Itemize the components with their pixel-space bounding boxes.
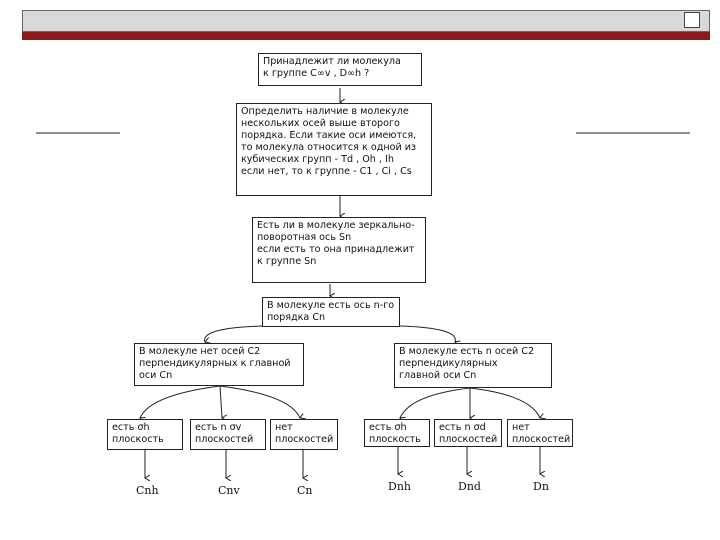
result-dn: Dn [533, 480, 549, 493]
arrow-5 [400, 326, 455, 342]
result-cnh: Cnh [136, 484, 159, 497]
leaf-sigma-v: есть n σv плоскостей [190, 419, 266, 450]
node-no-c2: В молекуле нет осей C2 перпендикулярных к главной оси Cn [134, 343, 304, 386]
leaf-sigma-h-left: есть σh плоскость [107, 419, 183, 450]
leaf-sigma-d: есть n σd плоскостей [434, 419, 502, 447]
arrow-11 [470, 388, 540, 418]
node-mirror-axis: Есть ли в молекуле зеркально- поворотная ось Sn если есть то она принадлежит к группе Sn [252, 217, 426, 283]
arrow-4 [205, 326, 262, 342]
arrow-7 [220, 386, 222, 418]
node-cubic-check: Определить наличие в молекуле нескольких осей выше второго порядка. Если такие оси имеются, то молекула относится к одной из кубических групп - Td , Oh , Ih если нет, то к группе - C1 , Ci , Cs [236, 103, 432, 196]
result-dnd: Dnd [458, 480, 481, 493]
result-dnh: Dnh [388, 480, 411, 493]
leaf-no-planes-right: нет плоскостей [507, 419, 573, 447]
node-has-c2: В молекуле есть n осей C2 перпендикулярных главной оси Cn [394, 343, 552, 388]
arrow-8 [220, 386, 300, 418]
leaf-sigma-h-right: есть σh плоскость [364, 419, 430, 447]
arrow-9 [400, 388, 470, 418]
node-linear-group: Принадлежит ли молекула к группе C∞v , D∞h ? [258, 53, 422, 86]
arrow-6 [140, 386, 220, 418]
result-cnv: Cnv [218, 484, 240, 497]
leaf-no-planes-left: нет плоскостей [270, 419, 338, 450]
node-axis-n: В молекуле есть ось n-го порядка Cn [262, 297, 400, 327]
result-cn: Cn [297, 484, 313, 497]
